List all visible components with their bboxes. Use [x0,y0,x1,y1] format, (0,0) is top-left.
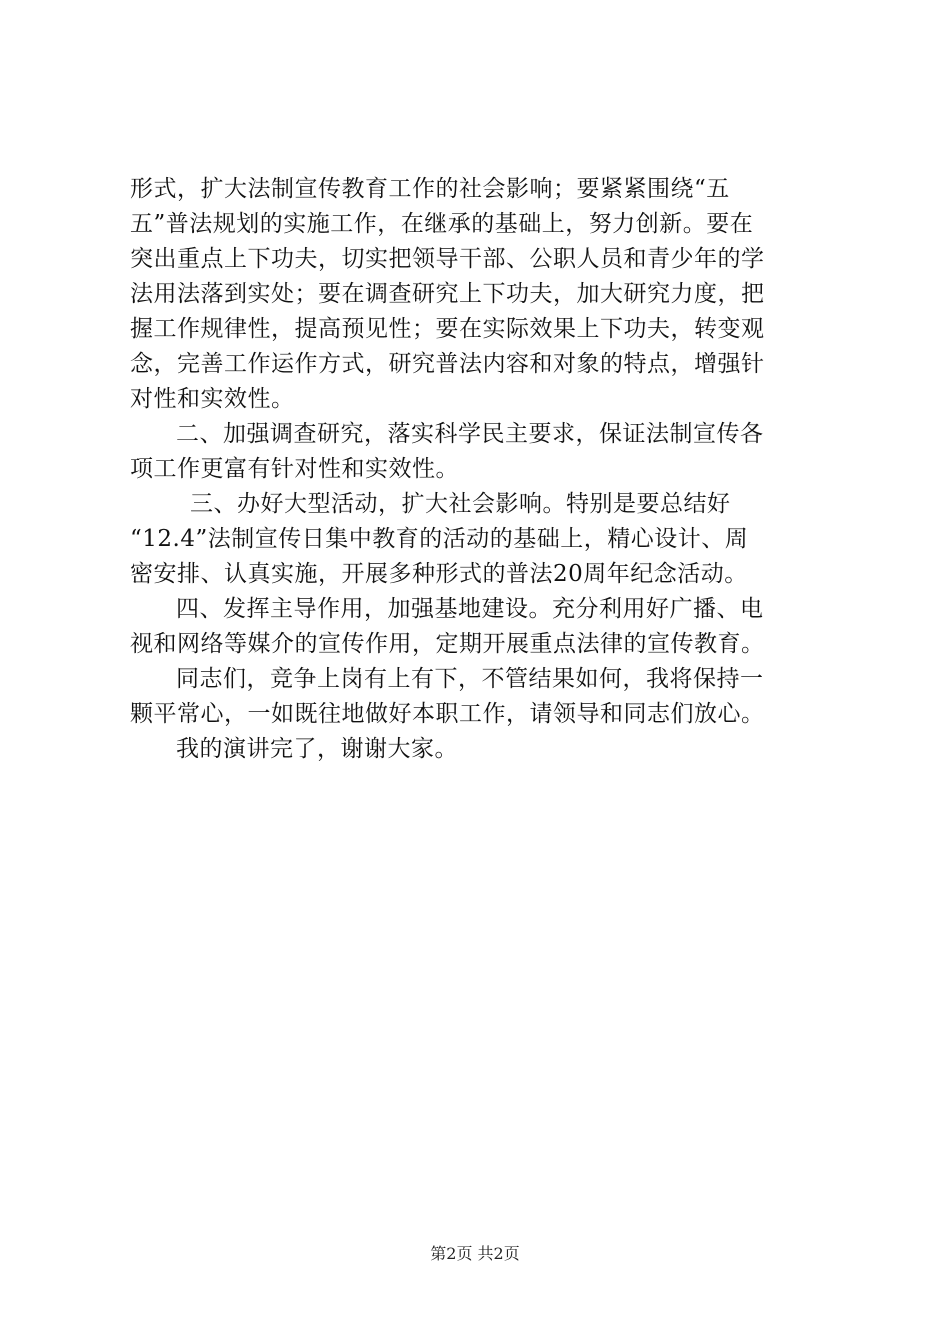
paragraph-line: 四、发挥主导作用，加强基地建设。充分利用好广播、电 [176,596,764,622]
paragraph-line: 项工作更富有针对性和实效性。 [130,456,459,482]
paragraph-line: 颗平常心，一如既往地做好本职工作，请领导和同志们放心。 [130,701,765,727]
paragraph-line: 五”普法规划的实施工作，在继承的基础上，努力创新。要在 [130,211,754,237]
document-body [130,172,832,767]
paragraph-line: 密安排、认真实施，开展多种形式的普法20周年纪念活动。 [130,561,748,587]
paragraph-line: 突出重点上下功夫，切实把领导干部、公职人员和青少年的学 [130,246,765,272]
paragraph-line: 二、加强调查研究，落实科学民主要求，保证法制宣传各 [176,421,764,447]
paragraph-line: 三、办好大型活动，扩大社会影响。特别是要总结好 [190,491,731,517]
paragraph-line: 念，完善工作运作方式，研究普法内容和对象的特点，增强针 [130,351,765,377]
paragraph-line: 我的演讲完了，谢谢大家。 [176,736,458,762]
paragraph-line: “12.4”法制宣传日集中教育的活动的基础上，精心设计、周 [130,526,749,552]
paragraph-line: 握工作规律性，提高预见性；要在实际效果上下功夫，转变观 [130,316,765,342]
paragraph-line: 形式，扩大法制宣传教育工作的社会影响；要紧紧围绕“五 [130,176,730,202]
paragraph-line: 视和网络等媒介的宣传作用，定期开展重点法律的宣传教育。 [130,631,765,657]
paragraph-line: 法用法落到实处；要在调查研究上下功夫，加大研究力度，把 [130,281,765,307]
page-number-footer: 第2页 共2页 [430,1244,520,1263]
paragraph-line: 对性和实效性。 [130,386,295,412]
paragraph-line: 同志们，竞争上岗有上有下，不管结果如何，我将保持一 [176,666,764,692]
